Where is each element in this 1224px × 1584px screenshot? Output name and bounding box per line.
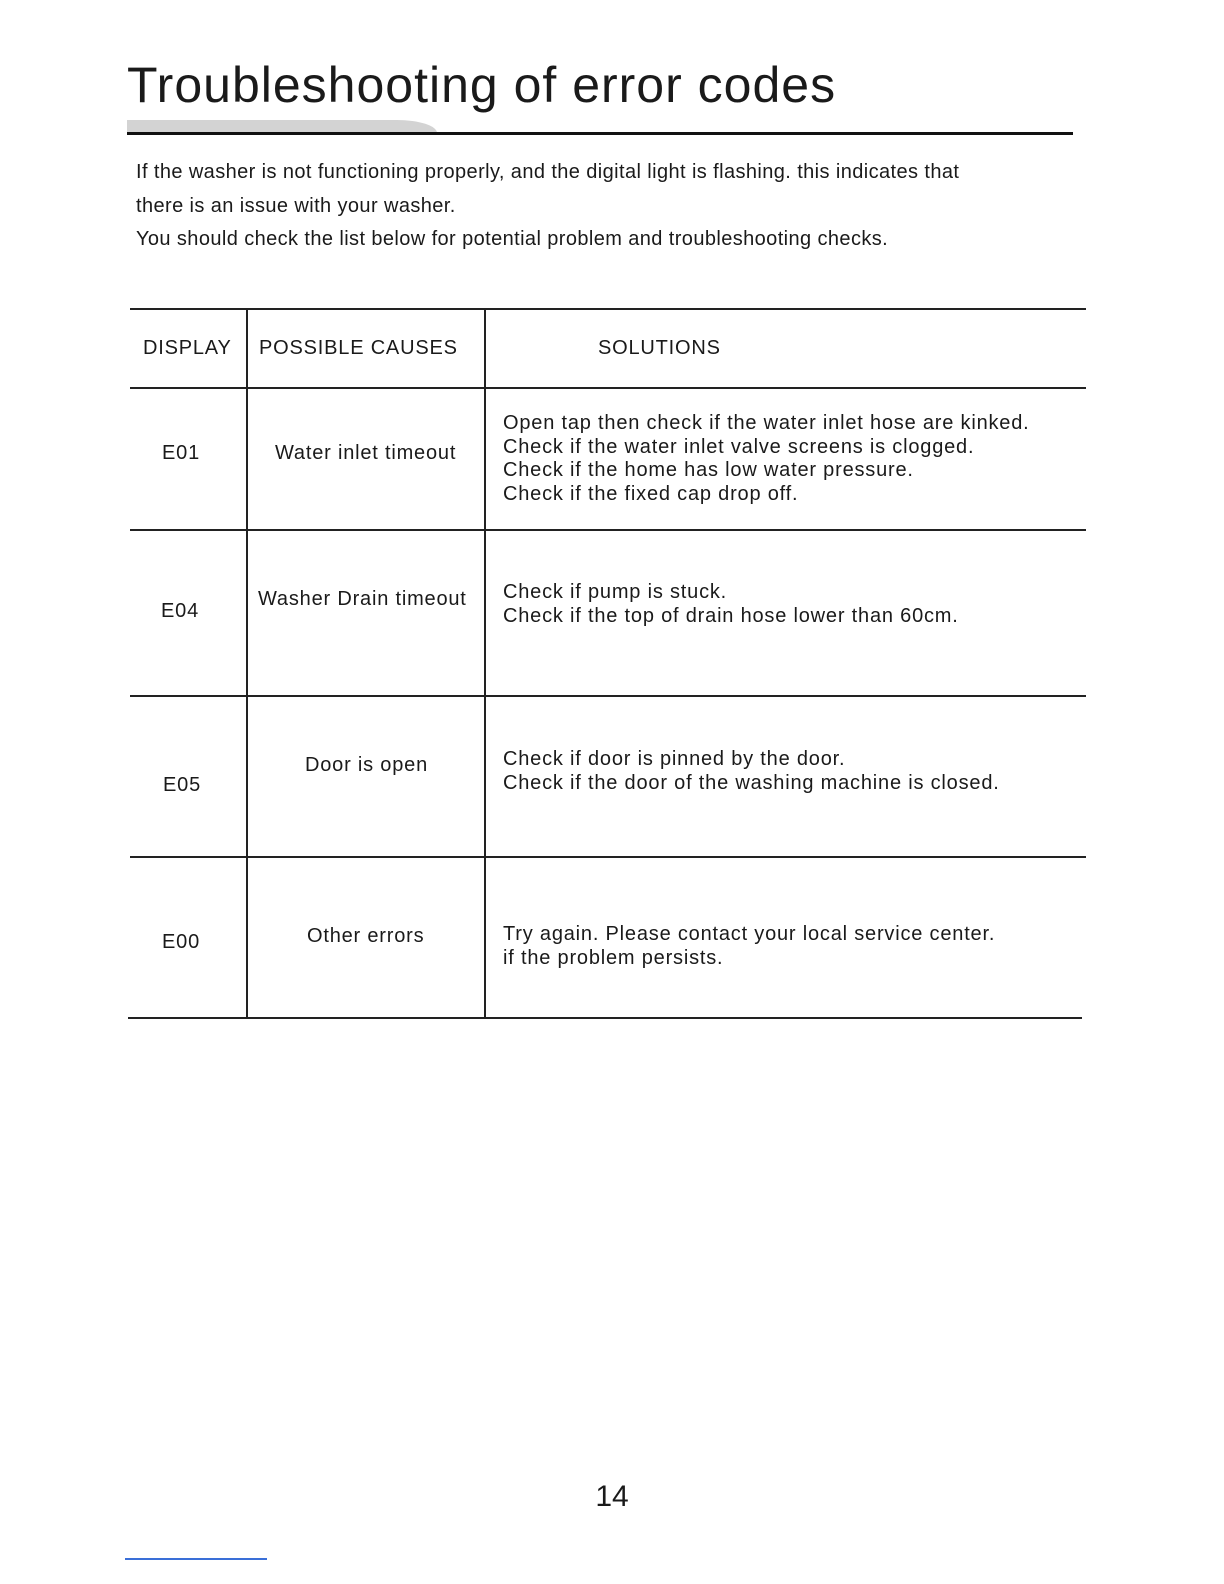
intro-line-1: If the washer is not functioning properly, and the digital light is flashing. this indicates that <box>136 161 960 183</box>
solutions-e01 <box>503 412 1030 506</box>
row-divider-1 <box>130 529 1086 531</box>
page-title: Troubleshooting of error codes <box>127 57 837 113</box>
intro-line-3: You should check the list below for potential problem and troubleshooting checks. <box>136 228 889 250</box>
error-code-e05: E05 <box>163 774 201 796</box>
solution-line: Check if door is pinned by the door. <box>503 748 846 770</box>
row-divider-3 <box>130 856 1086 858</box>
cause-e01: Water inlet timeout <box>275 442 457 464</box>
error-code-e01: E01 <box>162 442 200 464</box>
solution-line: Try again. Please contact your local service center. <box>503 923 996 945</box>
column-divider-1 <box>246 308 248 1019</box>
header-bottom-border <box>130 387 1086 389</box>
header-solutions: SOLUTIONS <box>598 337 721 359</box>
solutions-e00 <box>503 923 995 970</box>
intro-text <box>136 156 1076 257</box>
table-top-border <box>130 308 1086 310</box>
title-underline <box>127 120 1073 136</box>
cause-e04: Washer Drain timeout <box>258 588 467 610</box>
solution-line: if the problem persists. <box>503 946 724 969</box>
solution-line: Open tap then check if the water inlet hose are kinked. <box>503 412 1030 434</box>
cause-e05: Door is open <box>305 754 428 776</box>
solutions-e04 <box>503 581 959 628</box>
title-underline-rule <box>127 132 1073 135</box>
solution-line: Check if the home has low water pressure. <box>503 459 914 482</box>
solution-line: Check if the door of the washing machine is closed. <box>503 771 1000 794</box>
column-divider-2 <box>484 308 486 1019</box>
row-divider-2 <box>130 695 1086 697</box>
solution-line: Check if the fixed cap drop off. <box>503 482 799 505</box>
cause-e00: Other errors <box>307 925 425 947</box>
header-display: DISPLAY <box>143 337 232 359</box>
solution-line: Check if the water inlet valve screens is clogged. <box>503 435 975 458</box>
table-bottom-border <box>128 1017 1082 1019</box>
error-code-e00: E00 <box>162 931 200 953</box>
solutions-e05 <box>503 748 1000 795</box>
solution-line: Check if the top of drain hose lower than 60cm. <box>503 604 959 627</box>
bottom-link-underline <box>125 1558 267 1560</box>
intro-line-2: there is an issue with your washer. <box>136 194 456 217</box>
error-code-table <box>128 308 1086 1020</box>
error-code-e04: E04 <box>161 600 199 622</box>
page-number: 14 <box>595 1480 629 1513</box>
header-possible-causes: POSSIBLE CAUSES <box>259 337 458 359</box>
solution-line: Check if pump is stuck. <box>503 581 728 603</box>
